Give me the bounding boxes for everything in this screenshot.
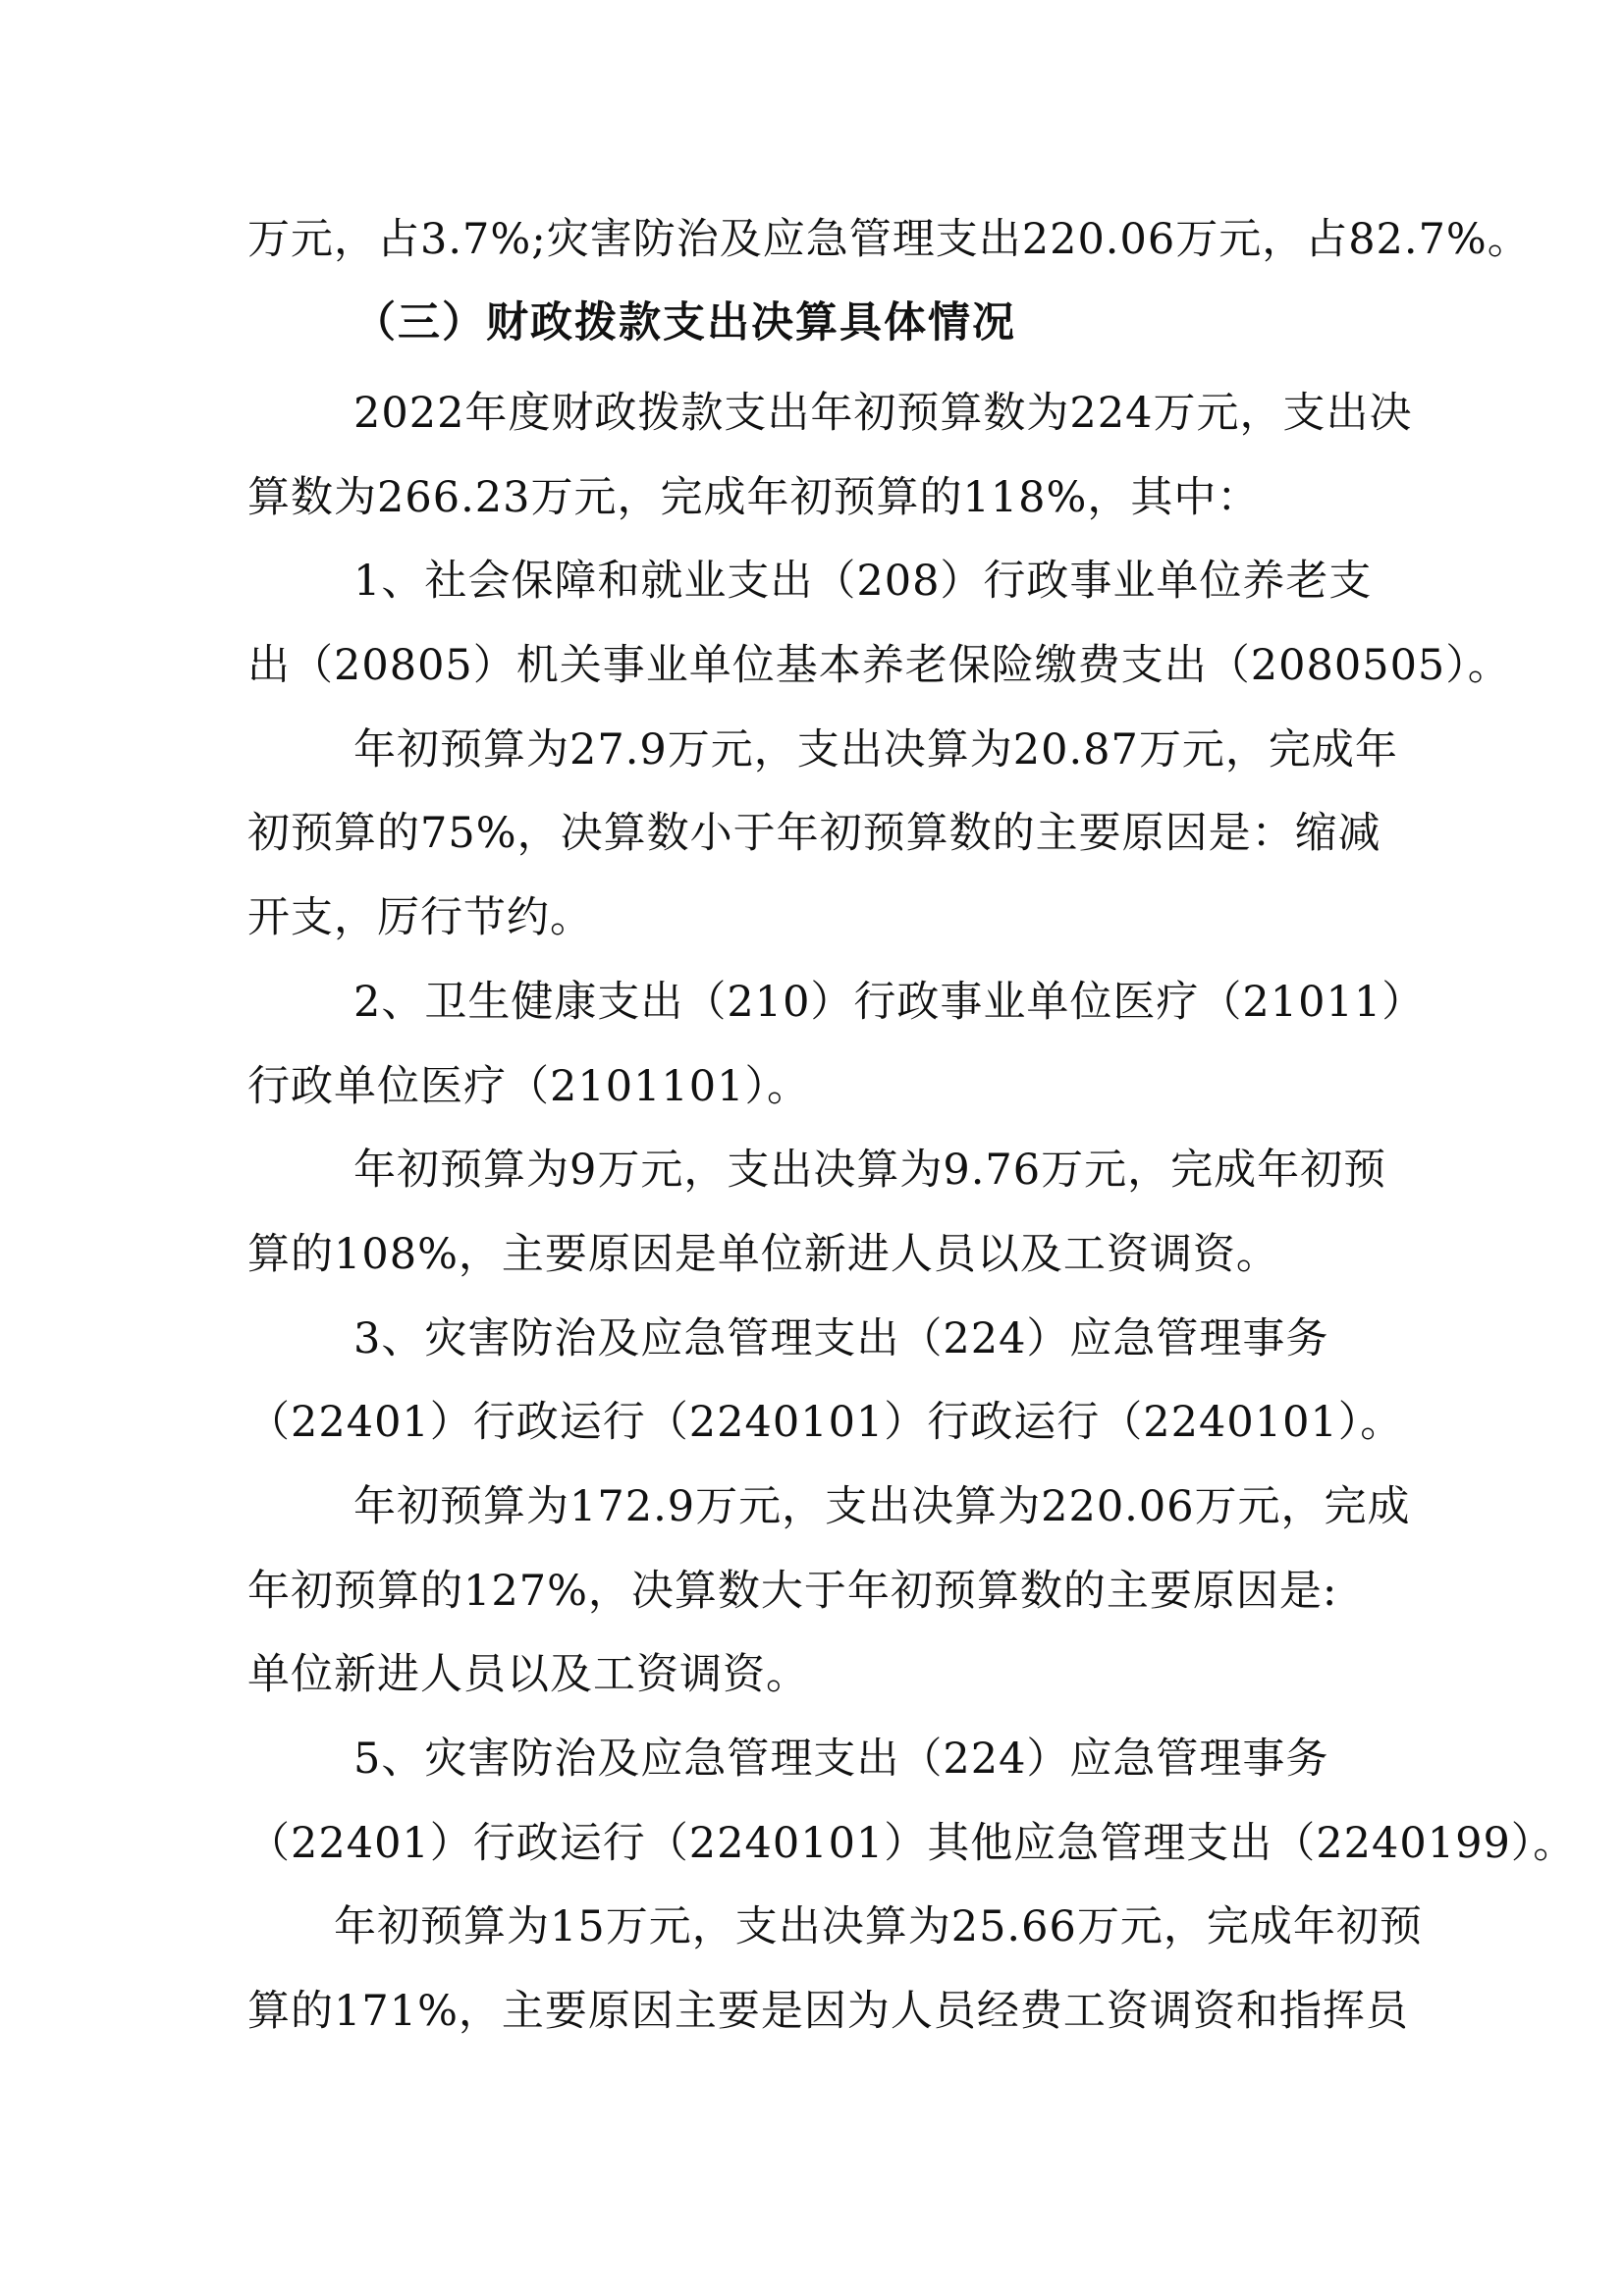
paragraph-line: 算的171%，主要原因主要是因为人员经费工资调资和指挥员 — [247, 1987, 1409, 2036]
paragraph-line: 3、灾害防治及应急管理支出（224）应急管理事务 — [353, 1314, 1329, 1363]
paragraph-line: 算数为266.23万元，完成年初预算的118%，其中： — [247, 473, 1261, 522]
section-heading: （三）财政拨款支出决算具体情况 — [353, 298, 1016, 347]
paragraph-line: （22401）行政运行（2240101）其他应急管理支出（2240199）。 — [247, 1819, 1577, 1868]
paragraph-line: 初预算的75%，决算数小于年初预算数的主要原因是：缩减 — [247, 809, 1381, 858]
paragraph-line: （22401）行政运行（2240101）行政运行（2240101）。 — [247, 1398, 1404, 1447]
paragraph-line: 开支，厉行节约。 — [247, 893, 593, 942]
paragraph-line: 行政单位医疗（2101101）。 — [247, 1062, 811, 1111]
paragraph-line: 出（20805）机关事业单位基本养老保险缴费支出（2080505）。 — [247, 641, 1511, 690]
paragraph-line: 单位新进人员以及工资调资。 — [247, 1650, 809, 1699]
paragraph-line: 1、社会保障和就业支出（208）行政事业单位养老支 — [353, 557, 1373, 606]
paragraph-line: 年初预算的127%，决算数大于年初预算数的主要原因是: — [247, 1567, 1338, 1616]
paragraph-line: 万元，占3.7%;灾害防治及应急管理支出220.06万元，占82.7%。 — [247, 215, 1531, 264]
paragraph-line: 算的108%，主要原因是单位新进人员以及工资调资。 — [247, 1230, 1279, 1279]
paragraph-line: 年初预算为27.9万元，支出决算为20.87万元，完成年 — [353, 725, 1398, 774]
paragraph-line: 年初预算为15万元，支出决算为25.66万元，完成年初预 — [334, 1902, 1423, 1951]
paragraph-line: 年初预算为9万元，支出决算为9.76万元，完成年初预 — [353, 1146, 1387, 1195]
paragraph-line: 2022年度财政拨款支出年初预算数为224万元，支出决 — [353, 389, 1413, 438]
paragraph-line: 2、卫生健康支出（210）行政事业单位医疗（21011） — [353, 978, 1426, 1027]
paragraph-line: 年初预算为172.9万元，支出决算为220.06万元，完成 — [353, 1482, 1411, 1531]
paragraph-line: 5、灾害防治及应急管理支出（224）应急管理事务 — [353, 1735, 1329, 1784]
